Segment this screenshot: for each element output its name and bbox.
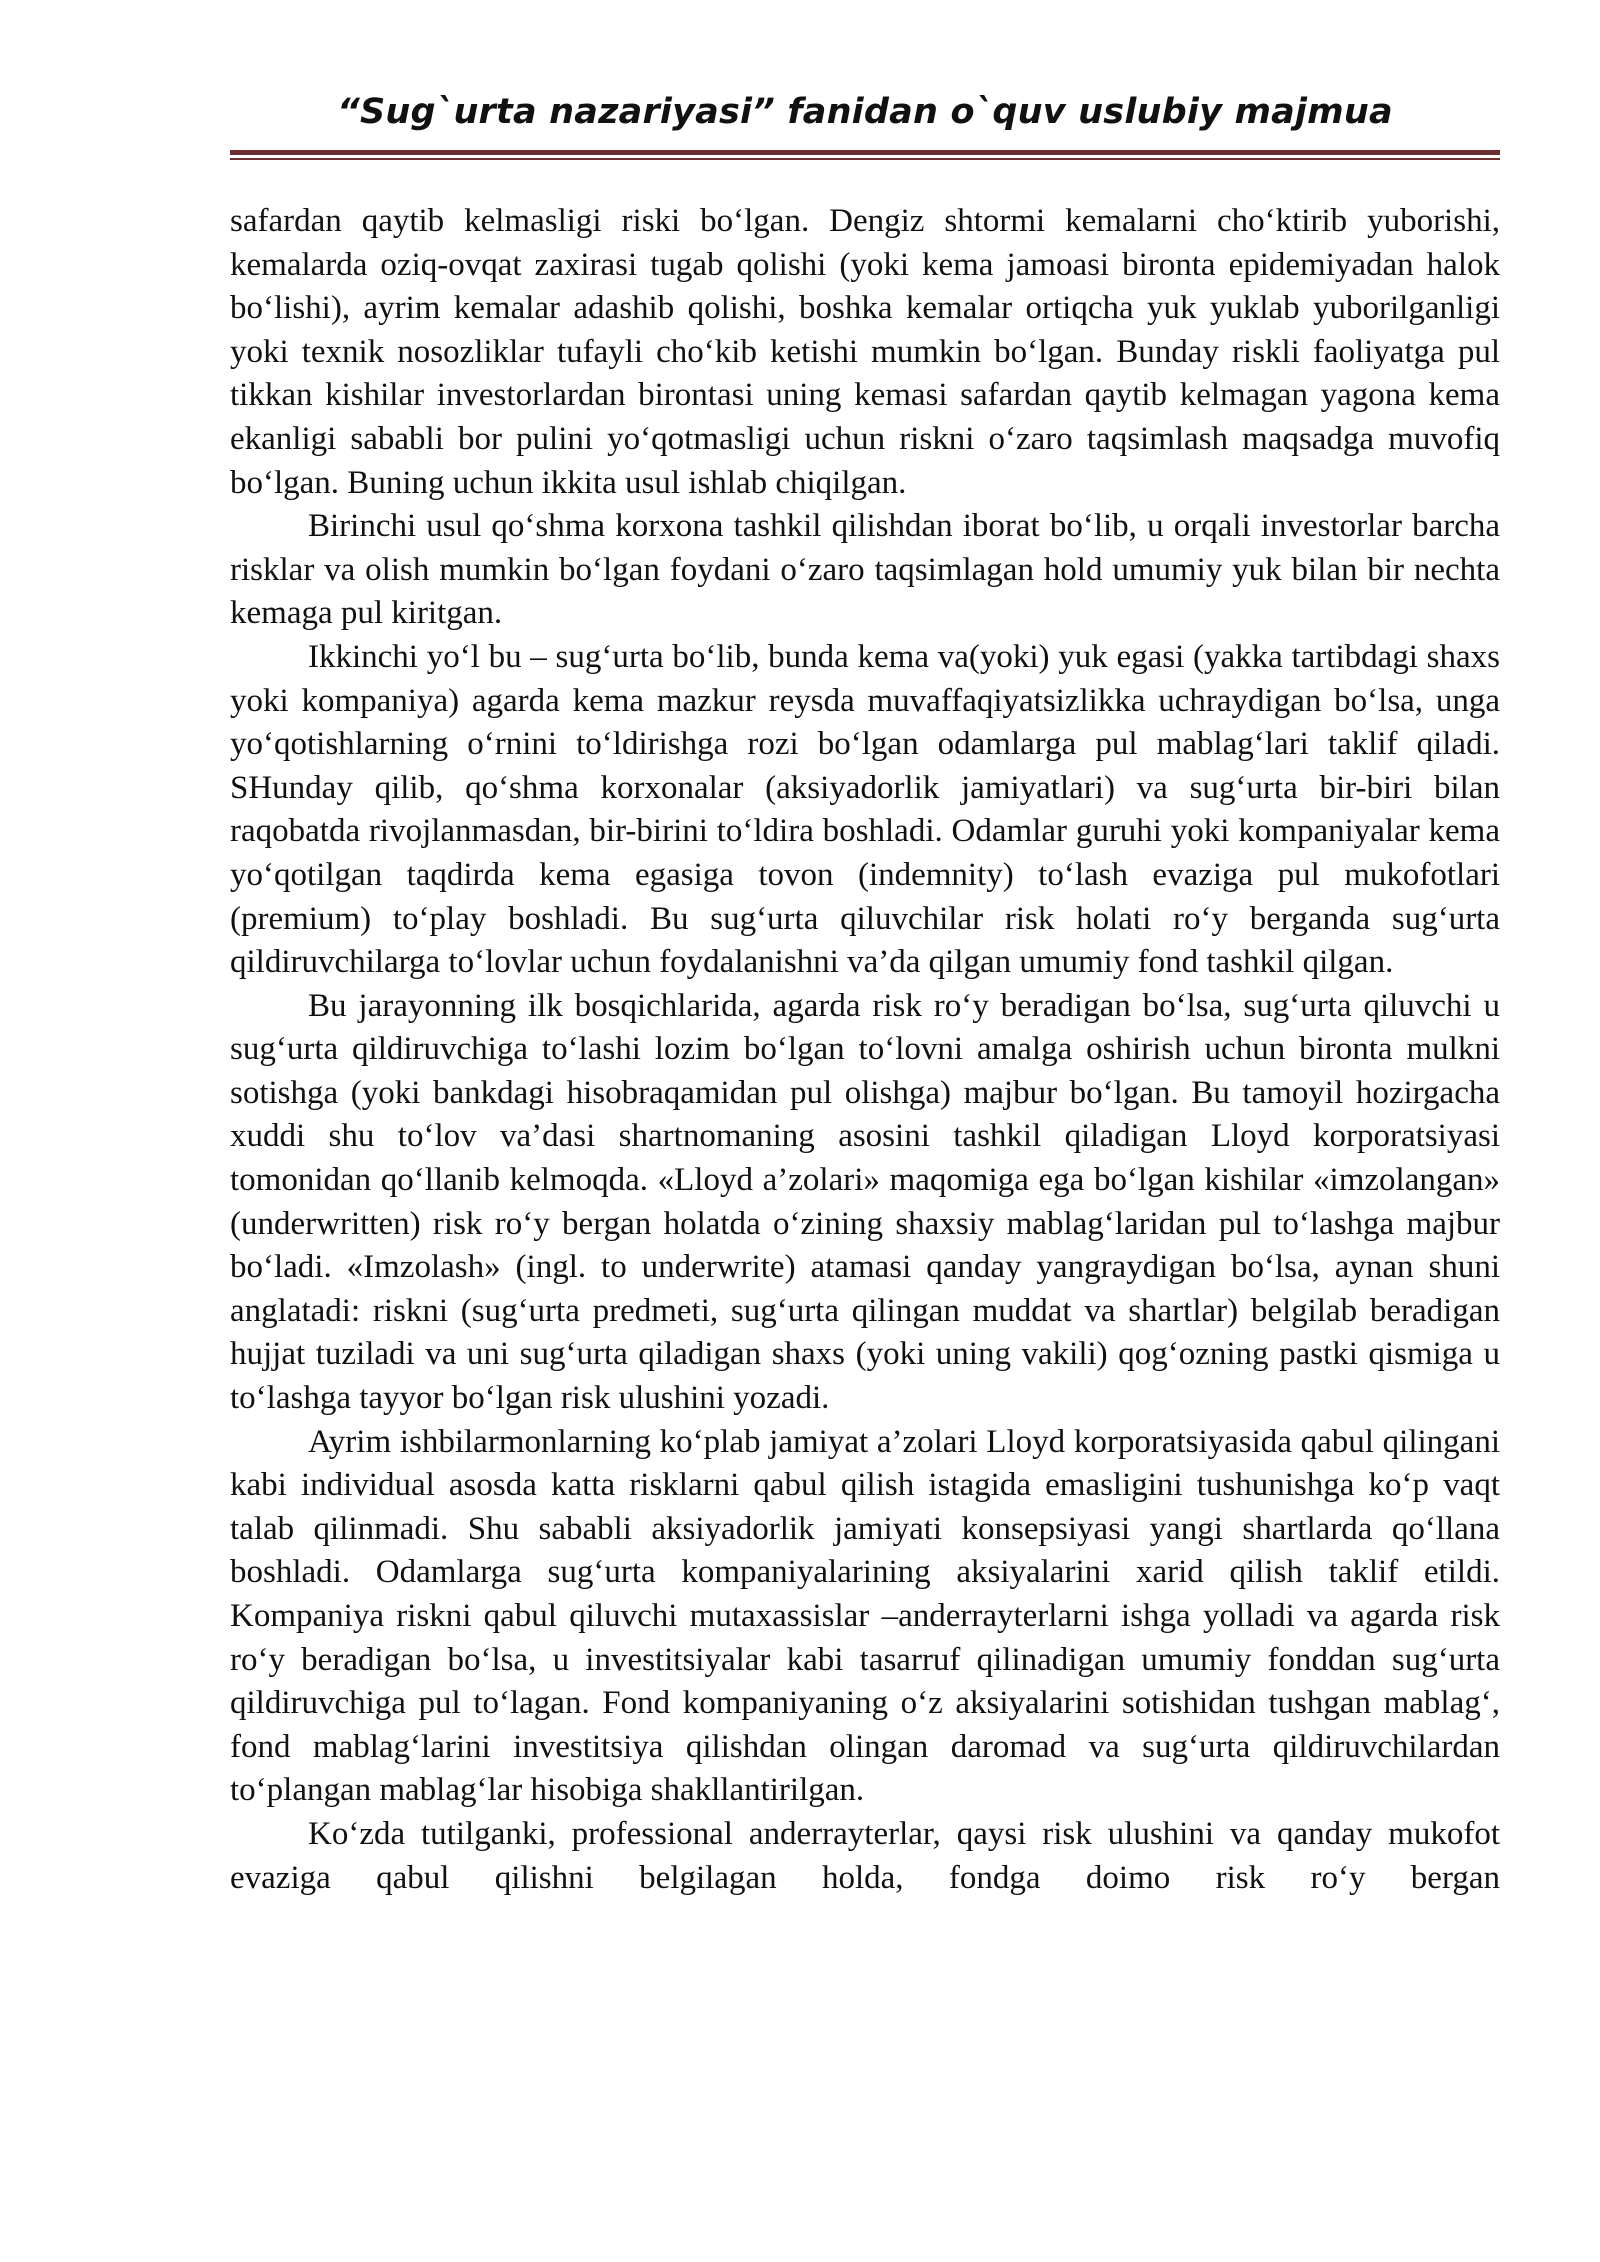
running-header-title: “Sug`urta nazariyasi” fanidan o`quv uslubiy majmua <box>337 92 1393 132</box>
paragraph: Bu jarayonning ilk bosqichlarida, agarda risk ro‘y beradigan bo‘lsa, sug‘urta qiluvchi u sug‘urta qildiruvchiga to‘lashi lozim bo‘lgan to‘lovni amalga oshirish uchun bironta mulkni sotishga (yoki bankdagi hisobraqamidan pul olishga) majbur bo‘lgan. Bu tamoyil hozirgacha xuddi shu to‘lov va’dasi shartnomaning asosini tashkil qiladigan Lloyd korporatsiyasi tomonidan qo‘llanib kelmoqda. «Lloyd a’zolari» maqomiga ega bo‘lgan kishilar «imzolangan» (underwritten) risk ro‘y bergan holatda o‘zining shaxsiy mablag‘laridan pul to‘lashga majbur bo‘ladi. «Imzolash» (ingl. to underwrite) atamasi qanday yangraydigan bo‘lsa, aynan shuni anglatadi: riskni (sug‘urta predmeti, sug‘urta qilingan muddat va shartlar) belgilab beradigan hujjat tuziladi va uni sug‘urta qiladigan shaxs (yoki uning vakili) qog‘ozning pastki qismiga u to‘lashga tayyor bo‘lgan risk ulushini yozadi. <box>230 987 1500 1417</box>
body-text <box>230 200 1500 1900</box>
paragraph: Ikkinchi yo‘l bu – sug‘urta bo‘lib, bunda kema va(yoki) yuk egasi (yakka tartibdagi shaxs yoki kompaniya) agarda kema mazkur reysda muvaffaqiyatsizlikka uchraydigan bo‘lsa, unga yo‘qotishlarning o‘rnini to‘ldirishga rozi bo‘lgan odamlarga pul mablag‘lari taklif qiladi. SHunday qilib, qo‘shma korxonalar (aksiyadorlik jamiyatlari) va sug‘urta bir-biri bilan raqobatda rivojlanmasdan, bir-birini to‘ldira boshladi. Odamlar guruhi yoki kompaniyalar kema yo‘qotilgan taqdirda kema egasiga tovon (indemnity) to‘lash evaziga pul mukofotlari (premium) to‘play boshladi. Bu sug‘urta qiluvchilar risk holati ro‘y berganda sug‘urta qildiruvchilarga to‘lovlar uchun foydalanishni va’da qilgan umumiy fond tashkil qilgan. <box>230 638 1500 981</box>
paragraph-continues: Ko‘zda tutilganki, professional anderrayterlar, qaysi risk ulushini va qanday mukofot evaziga qabul qilishni belgilagan holda, fondga doimo risk ro‘y bergan <box>230 1815 1500 1896</box>
paragraph: Ayrim ishbilarmonlarning ko‘plab jamiyat a’zolari Lloyd korporatsiyasida qabul qilingani kabi individual asosda katta risklarni qabul qilish istagida emasligini tushunishga ko‘p vaqt talab qilinmadi. Shu sababli aksiyadorlik jamiyati konsepsiyasi yangi shartlarda qo‘llana boshladi. Odamlarga sug‘urta kompaniyalarining aksiyalarini xarid qilish taklif etildi. Kompaniya riskni qabul qiluvchi mutaxassislar –anderrayterlarni ishga yolladi va agarda risk ro‘y beradigan bo‘lsa, u investitsiyalar kabi tasarruf qilinadigan umumiy fonddan sug‘urta qildiruvchiga pul to‘lagan. Fond kompaniyaning o‘z aksiyalarini sotishidan tushgan mablag‘, fond mablag‘larini investitsiya qilishdan olingan daromad va sug‘urta qildiruvchilardan to‘plangan mablag‘lar hisobiga shakllantirilgan. <box>230 1423 1500 1809</box>
header-rule-thin <box>230 158 1500 160</box>
header-rule-thick <box>230 150 1500 155</box>
paragraph-continued: safardan qaytib kelmasligi riski bo‘lgan. Dengiz shtormi kemalarni cho‘ktirib yuborishi, kemalarda oziq-ovqat zaxirasi tugab qolishi (yoki kema jamoasi bironta epidemiyadan halok bo‘lishi), ayrim kemalar adashib qolishi, boshka kemalar ortiqcha yuk yuklab yuborilganligi yoki texnik nosozliklar tufayli cho‘kib ketishi mumkin bo‘lgan. Bunday riskli faoliyatga pul tikkan kishilar investorlardan birontasi uning kemasi safardan qaytib kelmagan yagona kema ekanligi sababli bor pulini yo‘qotmasligi uchun riskni o‘zaro taqsimlash maqsadga muvofiq bo‘lgan. Buning uchun ikkita usul ishlab chiqilgan. <box>230 203 1500 501</box>
paragraph: Birinchi usul qo‘shma korxona tashkil qilishdan iborat bo‘lib, u orqali investorlar barcha risklar va olish mumkin bo‘lgan foydani o‘zaro taqsimlagan hold umumiy yuk bilan bir nechta kemaga pul kiritgan. <box>230 508 1500 632</box>
